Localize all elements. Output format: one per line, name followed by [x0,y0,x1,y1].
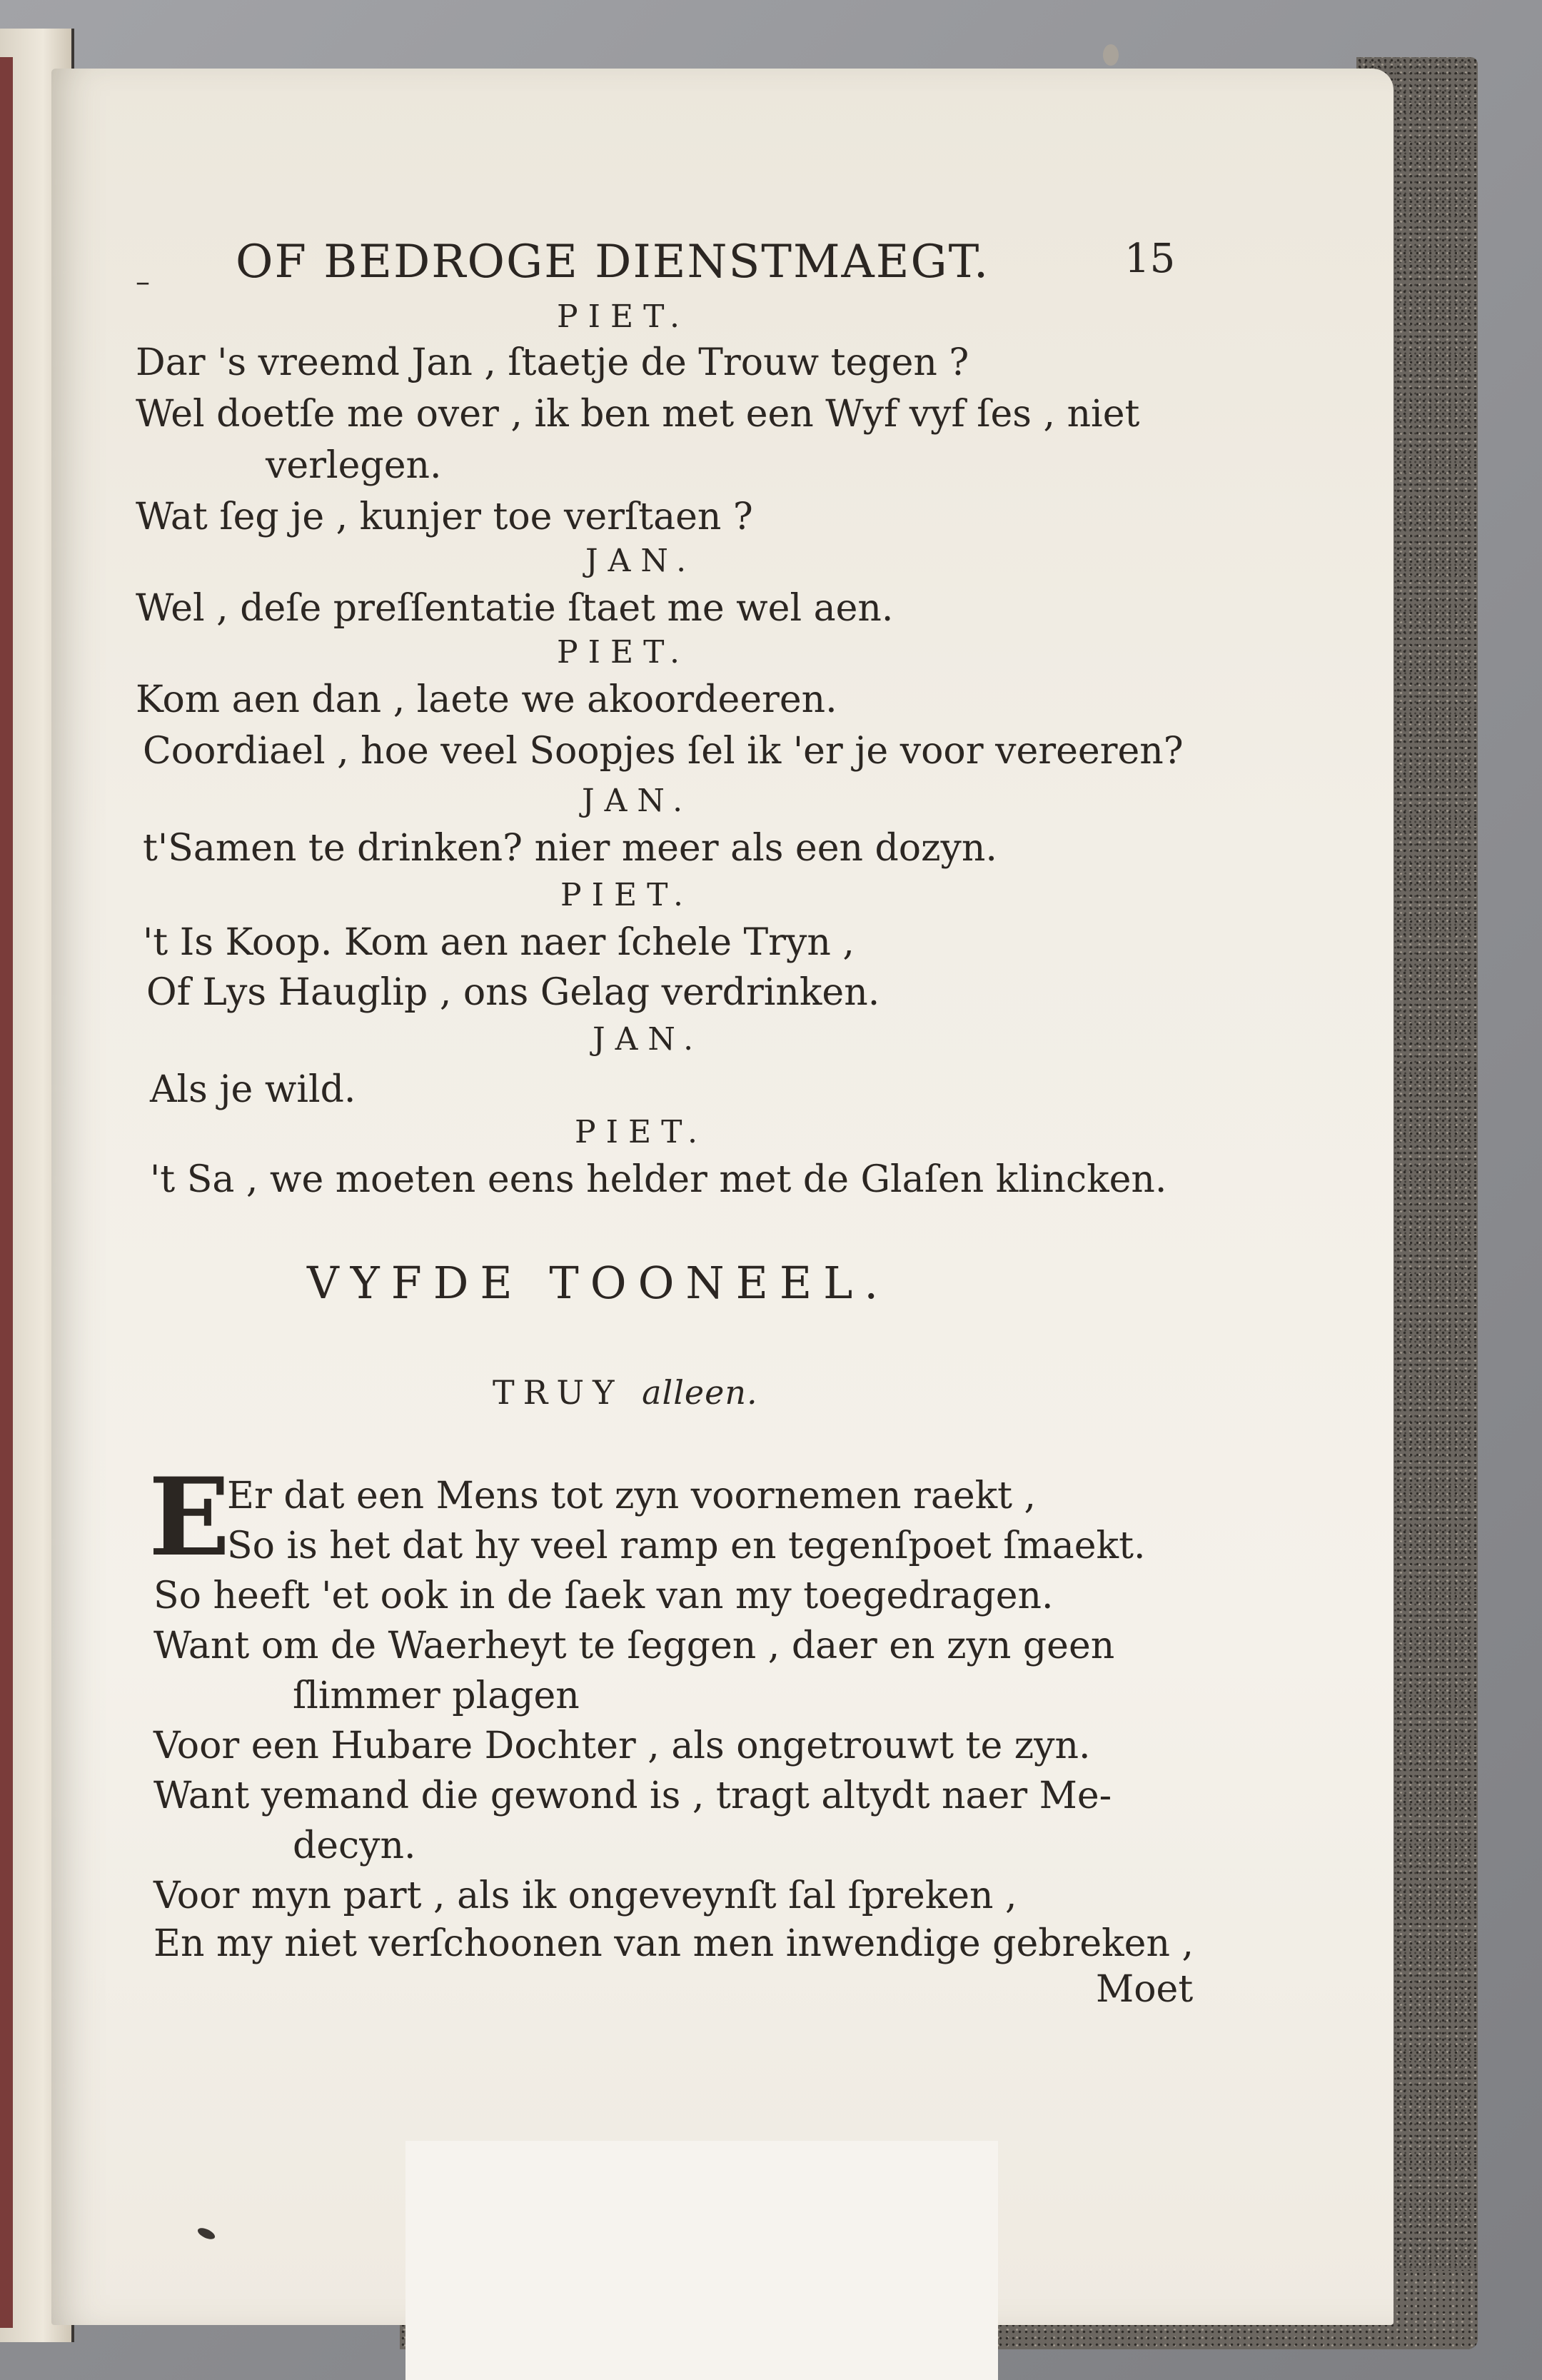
verse-line: verlegen. [266,444,442,487]
page-number: 15 [1124,236,1176,282]
verse-line: 't Is Koop. Kom aen naer ſchele Tryn , [143,921,855,964]
verse-line: Coordiael , hoe veel Soopjes ſel ik 'er je voor vereeren? [143,730,1184,773]
ink-smudge [1103,44,1119,66]
verse-line: So is het dat hy veel ramp en tegenſpoet ſmaekt. [227,1525,1146,1567]
speaker-cue: PIET. [560,877,693,913]
verse-line: ſlimmer plagen [293,1674,580,1717]
verse-line: t'Samen te drinken? nier meer als een dozyn. [143,827,997,870]
speaker-cue: JAN. [585,543,697,579]
speaker-name: TRUY [493,1373,623,1412]
verse-line: Want om de Waerheyt te ſeggen , daer en zyn geen [153,1625,1115,1667]
speaker-note: alleen. [642,1373,758,1412]
verse-line: Voor myn part , als ik ongeveynſt ſal ſpreken , [153,1874,1017,1917]
verse-line: En my niet verſchoonen van men inwendige gebreken , [153,1922,1194,1965]
verse-line: Wel doetſe me over , ik ben met een Wyf vyf ſes , niet [136,393,1140,436]
speaker-cue: JAN. [593,1021,704,1058]
speaker-cue: PIET. [557,634,690,671]
speaker-cue: JAN. [582,783,693,819]
verse-line: 't Sa , we moeten eens helder met de Glaſen klincken. [150,1158,1167,1201]
drop-cap-initial: E [148,1455,231,1580]
verse-line: Er dat een Mens tot zyn voornemen raekt , [227,1475,1037,1517]
verse-line: Want yemand die gewond is , tragt altydt naer Me- [153,1774,1112,1817]
speaker-heading [493,1373,758,1412]
scene-title: VYFDE TOONEEL. [307,1257,890,1309]
verse-line: Kom aen dan , laete we akoordeeren. [136,678,837,721]
verse-line: Dar 's vreemd Jan , ſtaetje de Trouw tegen ? [136,341,969,384]
speaker-cue: PIET. [575,1114,707,1150]
verse-line: Of Lys Hauglip , ons Gelag verdrinken. [146,971,880,1014]
catchword: Moet [1096,1968,1194,2011]
verse-line: So heeft 'et ook in de ſaek van my toegedragen. [153,1575,1054,1617]
redaction-block [405,2141,998,2380]
verse-line: Voor een Hubare Dochter , als ongetrouwt te zyn. [153,1724,1091,1767]
running-head: OF BEDROGE DIENSTMAEGT. [236,236,990,288]
verse-line: Als je wild. [150,1068,356,1111]
verse-line: Wel , deſe preſſentatie ſtaet me wel aen. [136,587,894,630]
binding-edge [0,57,13,2328]
margin-dash: – [136,266,150,298]
verse-line: decyn. [293,1824,416,1867]
speaker-cue: PIET. [557,298,690,335]
verse-line: Wat ſeg je , kunjer toe verſtaen ? [136,496,753,538]
